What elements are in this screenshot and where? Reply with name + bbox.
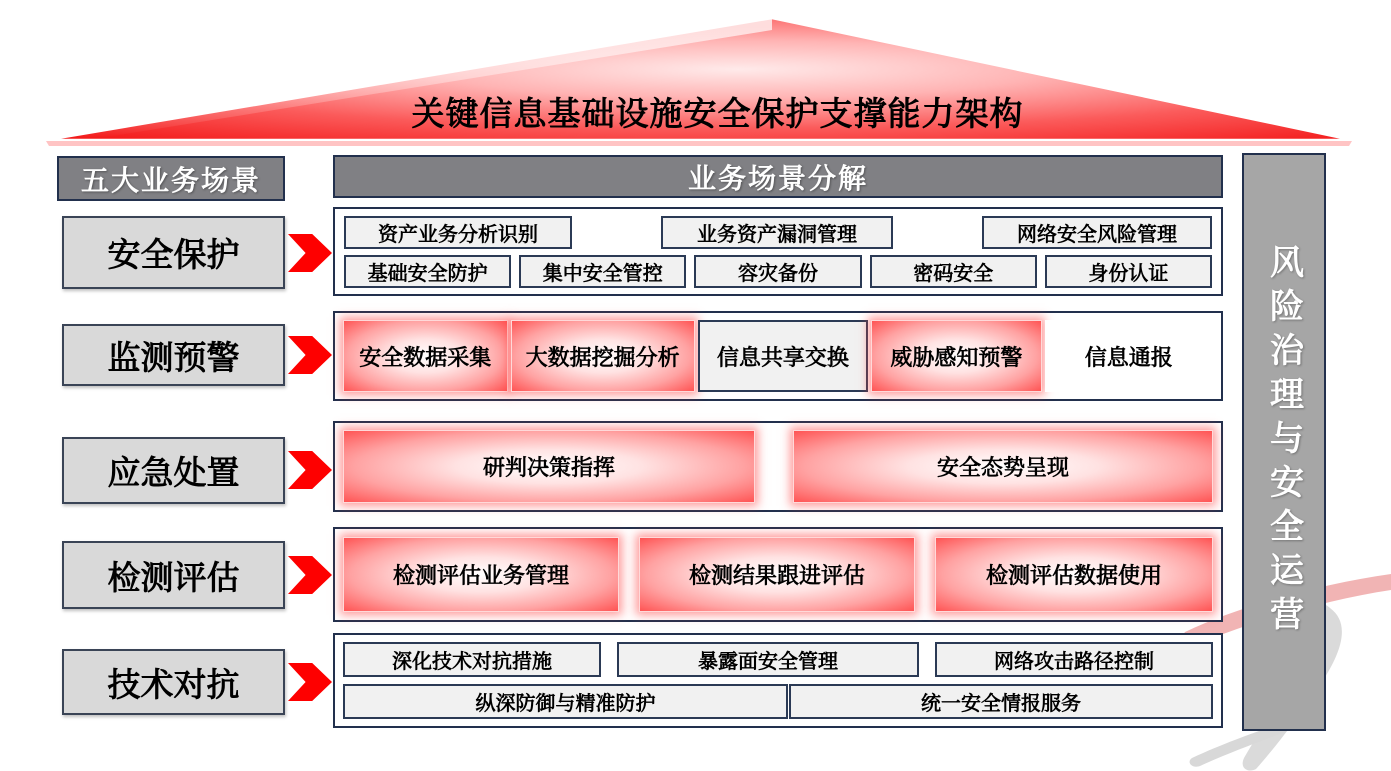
capability-group-security-protection: [333, 207, 1223, 296]
capability-box: 信息共享交换: [698, 320, 868, 392]
capability-box-highlighted: 大数据挖掘分析: [511, 320, 695, 392]
capability-box: 纵深防御与精准防护: [343, 684, 788, 719]
capability-box: 业务资产漏洞管理: [661, 216, 893, 249]
capability-group-monitoring-warning: [333, 311, 1223, 401]
scene-label-detection-evaluation: 检测评估: [62, 541, 285, 609]
capability-box-highlighted: 检测评估数据使用: [935, 537, 1213, 612]
capability-box: 集中安全管控: [519, 255, 686, 288]
red-arrow-icon: [288, 556, 332, 594]
capability-box-highlighted: 安全态势呈现: [793, 430, 1213, 503]
risk-governance-bar: [1242, 153, 1326, 731]
risk-governance-label: 风险治理与安全运营: [1263, 244, 1304, 640]
scene-label-technical-countermeasure: 技术对抗: [62, 649, 285, 715]
capability-box: 密码安全: [870, 255, 1037, 288]
scene-label-monitoring-warning: 监测预警: [62, 324, 285, 386]
page-title: 关键信息基础设施安全保护支撑能力架构: [411, 94, 1024, 133]
capability-box: 深化技术对抗措施: [343, 642, 601, 677]
capability-group-emergency-response: [333, 421, 1223, 512]
capability-box: 统一安全情报服务: [789, 684, 1213, 719]
capability-box: 暴露面安全管理: [617, 642, 919, 677]
red-arrow-icon: [288, 336, 332, 374]
capability-group-technical-countermeasure: [333, 633, 1223, 728]
capability-box-highlighted: 检测评估业务管理: [343, 537, 619, 612]
capability-box-highlighted: 威胁感知预警: [871, 320, 1041, 392]
red-arrow-icon: [288, 234, 332, 272]
capability-box: 身份认证: [1045, 255, 1212, 288]
scene-label-security-protection: 安全保护: [62, 216, 285, 289]
capability-box: 容灾备份: [694, 255, 861, 288]
capability-box: 网络攻击路径控制: [935, 642, 1213, 677]
capability-box: 网络安全风险管理: [982, 216, 1212, 249]
capability-box-highlighted: 研判决策指挥: [343, 430, 755, 503]
red-arrow-icon: [288, 663, 332, 701]
capability-box: 信息通报: [1045, 320, 1213, 392]
capability-box-highlighted: 安全数据采集: [343, 320, 508, 392]
capability-box: 资产业务分析识别: [344, 216, 572, 249]
capability-group-detection-evaluation: [333, 527, 1223, 622]
red-arrow-icon: [288, 451, 332, 489]
left-column-header: 五大业务场景: [57, 156, 285, 201]
capability-box-highlighted: 检测结果跟进评估: [639, 537, 915, 612]
capability-box: 基础安全防护: [344, 255, 511, 288]
scene-label-emergency-response: 应急处置: [62, 437, 285, 504]
decomposition-header: 业务场景分解: [333, 155, 1223, 198]
